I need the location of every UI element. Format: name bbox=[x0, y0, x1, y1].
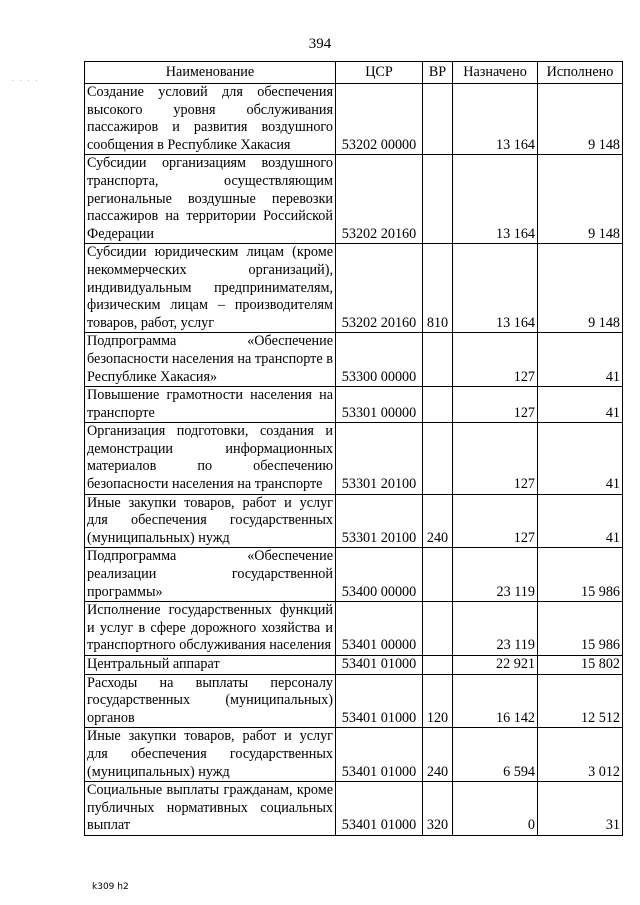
row-executed-cell: 9 148 bbox=[538, 155, 623, 244]
column-header-vr: ВР bbox=[423, 62, 453, 84]
row-csr-cell: 53401 01000 bbox=[336, 656, 423, 675]
row-vr-cell bbox=[423, 656, 453, 675]
row-vr-cell: 320 bbox=[423, 782, 453, 836]
page-number: 394 bbox=[308, 36, 332, 52]
row-vr-cell bbox=[423, 333, 453, 387]
row-vr-cell: 240 bbox=[423, 728, 453, 782]
row-csr-cell: 53301 00000 bbox=[336, 387, 423, 423]
row-vr-cell bbox=[423, 387, 453, 423]
row-executed-cell: 31 bbox=[538, 782, 623, 836]
row-assigned-cell: 0 bbox=[453, 782, 538, 836]
row-name-cell: Подпрограмма «Обеспечение безопасности населения на транспорте в Республике Хакасия» bbox=[85, 333, 336, 387]
row-name-cell: Центральный аппарат bbox=[85, 656, 336, 675]
row-assigned-cell: 23 119 bbox=[453, 548, 538, 602]
row-vr-cell: 810 bbox=[423, 244, 453, 333]
row-vr-cell bbox=[423, 548, 453, 602]
row-name-cell: Субсидии юридическим лицам (кроме некоммерческих организаций), индивидуальным предпринимателям, физическим лицам – производителям товаров, работ, услуг bbox=[85, 244, 336, 333]
table-row bbox=[85, 728, 623, 782]
row-executed-cell: 41 bbox=[538, 387, 623, 423]
column-header-name: Наименование bbox=[85, 62, 336, 84]
row-csr-cell: 53400 00000 bbox=[336, 548, 423, 602]
row-name-cell: Субсидии организациям воздушного транспорта, осуществляющим региональные воздушные перевозки пассажиров на территории Российской Федерации bbox=[85, 155, 336, 244]
row-csr-cell: 53401 00000 bbox=[336, 602, 423, 656]
row-assigned-cell: 127 bbox=[453, 387, 538, 423]
row-executed-cell: 41 bbox=[538, 494, 623, 548]
row-executed-cell: 9 148 bbox=[538, 84, 623, 155]
row-csr-cell: 53401 01000 bbox=[336, 674, 423, 728]
row-executed-cell: 15 802 bbox=[538, 656, 623, 675]
row-csr-cell: 53300 00000 bbox=[336, 333, 423, 387]
row-executed-cell: 15 986 bbox=[538, 548, 623, 602]
table-row bbox=[85, 423, 623, 494]
table-row bbox=[85, 674, 623, 728]
row-csr-cell: 53401 01000 bbox=[336, 782, 423, 836]
table-row bbox=[85, 333, 623, 387]
table-row bbox=[85, 387, 623, 423]
row-csr-cell: 53301 20100 bbox=[336, 494, 423, 548]
row-vr-cell bbox=[423, 423, 453, 494]
table-row bbox=[85, 602, 623, 656]
table-row bbox=[85, 656, 623, 675]
row-name-cell: Иные закупки товаров, работ и услуг для обеспечения государственных (муниципальных) нужд bbox=[85, 494, 336, 548]
table-row bbox=[85, 782, 623, 836]
row-csr-cell: 53202 00000 bbox=[336, 84, 423, 155]
table-row bbox=[85, 155, 623, 244]
row-assigned-cell: 127 bbox=[453, 494, 538, 548]
table-row bbox=[85, 84, 623, 155]
row-assigned-cell: 23 119 bbox=[453, 602, 538, 656]
scan-artifact: · · · · bbox=[12, 78, 40, 85]
row-csr-cell: 53202 20160 bbox=[336, 244, 423, 333]
row-assigned-cell: 13 164 bbox=[453, 155, 538, 244]
row-name-cell: Социальные выплаты гражданам, кроме публичных нормативных социальных выплат bbox=[85, 782, 336, 836]
row-assigned-cell: 16 142 bbox=[453, 674, 538, 728]
row-name-cell: Иные закупки товаров, работ и услуг для обеспечения государственных (муниципальных) нужд bbox=[85, 728, 336, 782]
row-assigned-cell: 127 bbox=[453, 333, 538, 387]
column-header-csr: ЦСР bbox=[336, 62, 423, 84]
table-header-row bbox=[85, 62, 623, 84]
row-vr-cell: 240 bbox=[423, 494, 453, 548]
row-name-cell: Исполнение государственных функций и услуг в сфере дорожного хозяйства и транспортного обслуживания населения bbox=[85, 602, 336, 656]
row-executed-cell: 41 bbox=[538, 333, 623, 387]
row-csr-cell: 53301 20100 bbox=[336, 423, 423, 494]
row-executed-cell: 12 512 bbox=[538, 674, 623, 728]
row-executed-cell: 41 bbox=[538, 423, 623, 494]
row-name-cell: Организация подготовки, создания и демонстрации информационных материалов по обеспечению безопасности населения на транспорте bbox=[85, 423, 336, 494]
row-csr-cell: 53401 01000 bbox=[336, 728, 423, 782]
row-assigned-cell: 13 164 bbox=[453, 84, 538, 155]
row-executed-cell: 3 012 bbox=[538, 728, 623, 782]
row-vr-cell bbox=[423, 84, 453, 155]
row-name-cell: Повышение грамотности населения на транспорте bbox=[85, 387, 336, 423]
row-name-cell: Расходы на выплаты персоналу государственных (муниципальных) органов bbox=[85, 674, 336, 728]
row-assigned-cell: 22 921 bbox=[453, 656, 538, 675]
column-header-assigned: Назначено bbox=[453, 62, 538, 84]
row-assigned-cell: 6 594 bbox=[453, 728, 538, 782]
row-assigned-cell: 13 164 bbox=[453, 244, 538, 333]
table-row bbox=[85, 548, 623, 602]
footer-code: k309 h2 bbox=[92, 882, 129, 892]
row-vr-cell bbox=[423, 602, 453, 656]
budget-table bbox=[84, 61, 623, 836]
row-name-cell: Подпрограмма «Обеспечение реализации государственной программы» bbox=[85, 548, 336, 602]
row-vr-cell: 120 bbox=[423, 674, 453, 728]
table-row bbox=[85, 244, 623, 333]
row-vr-cell bbox=[423, 155, 453, 244]
row-executed-cell: 15 986 bbox=[538, 602, 623, 656]
row-assigned-cell: 127 bbox=[453, 423, 538, 494]
row-name-cell: Создание условий для обеспечения высокого уровня обслуживания пассажиров и развития воздушного сообщения в Республике Хакасия bbox=[85, 84, 336, 155]
table-row bbox=[85, 494, 623, 548]
row-csr-cell: 53202 20160 bbox=[336, 155, 423, 244]
row-executed-cell: 9 148 bbox=[538, 244, 623, 333]
column-header-executed: Исполнено bbox=[538, 62, 623, 84]
